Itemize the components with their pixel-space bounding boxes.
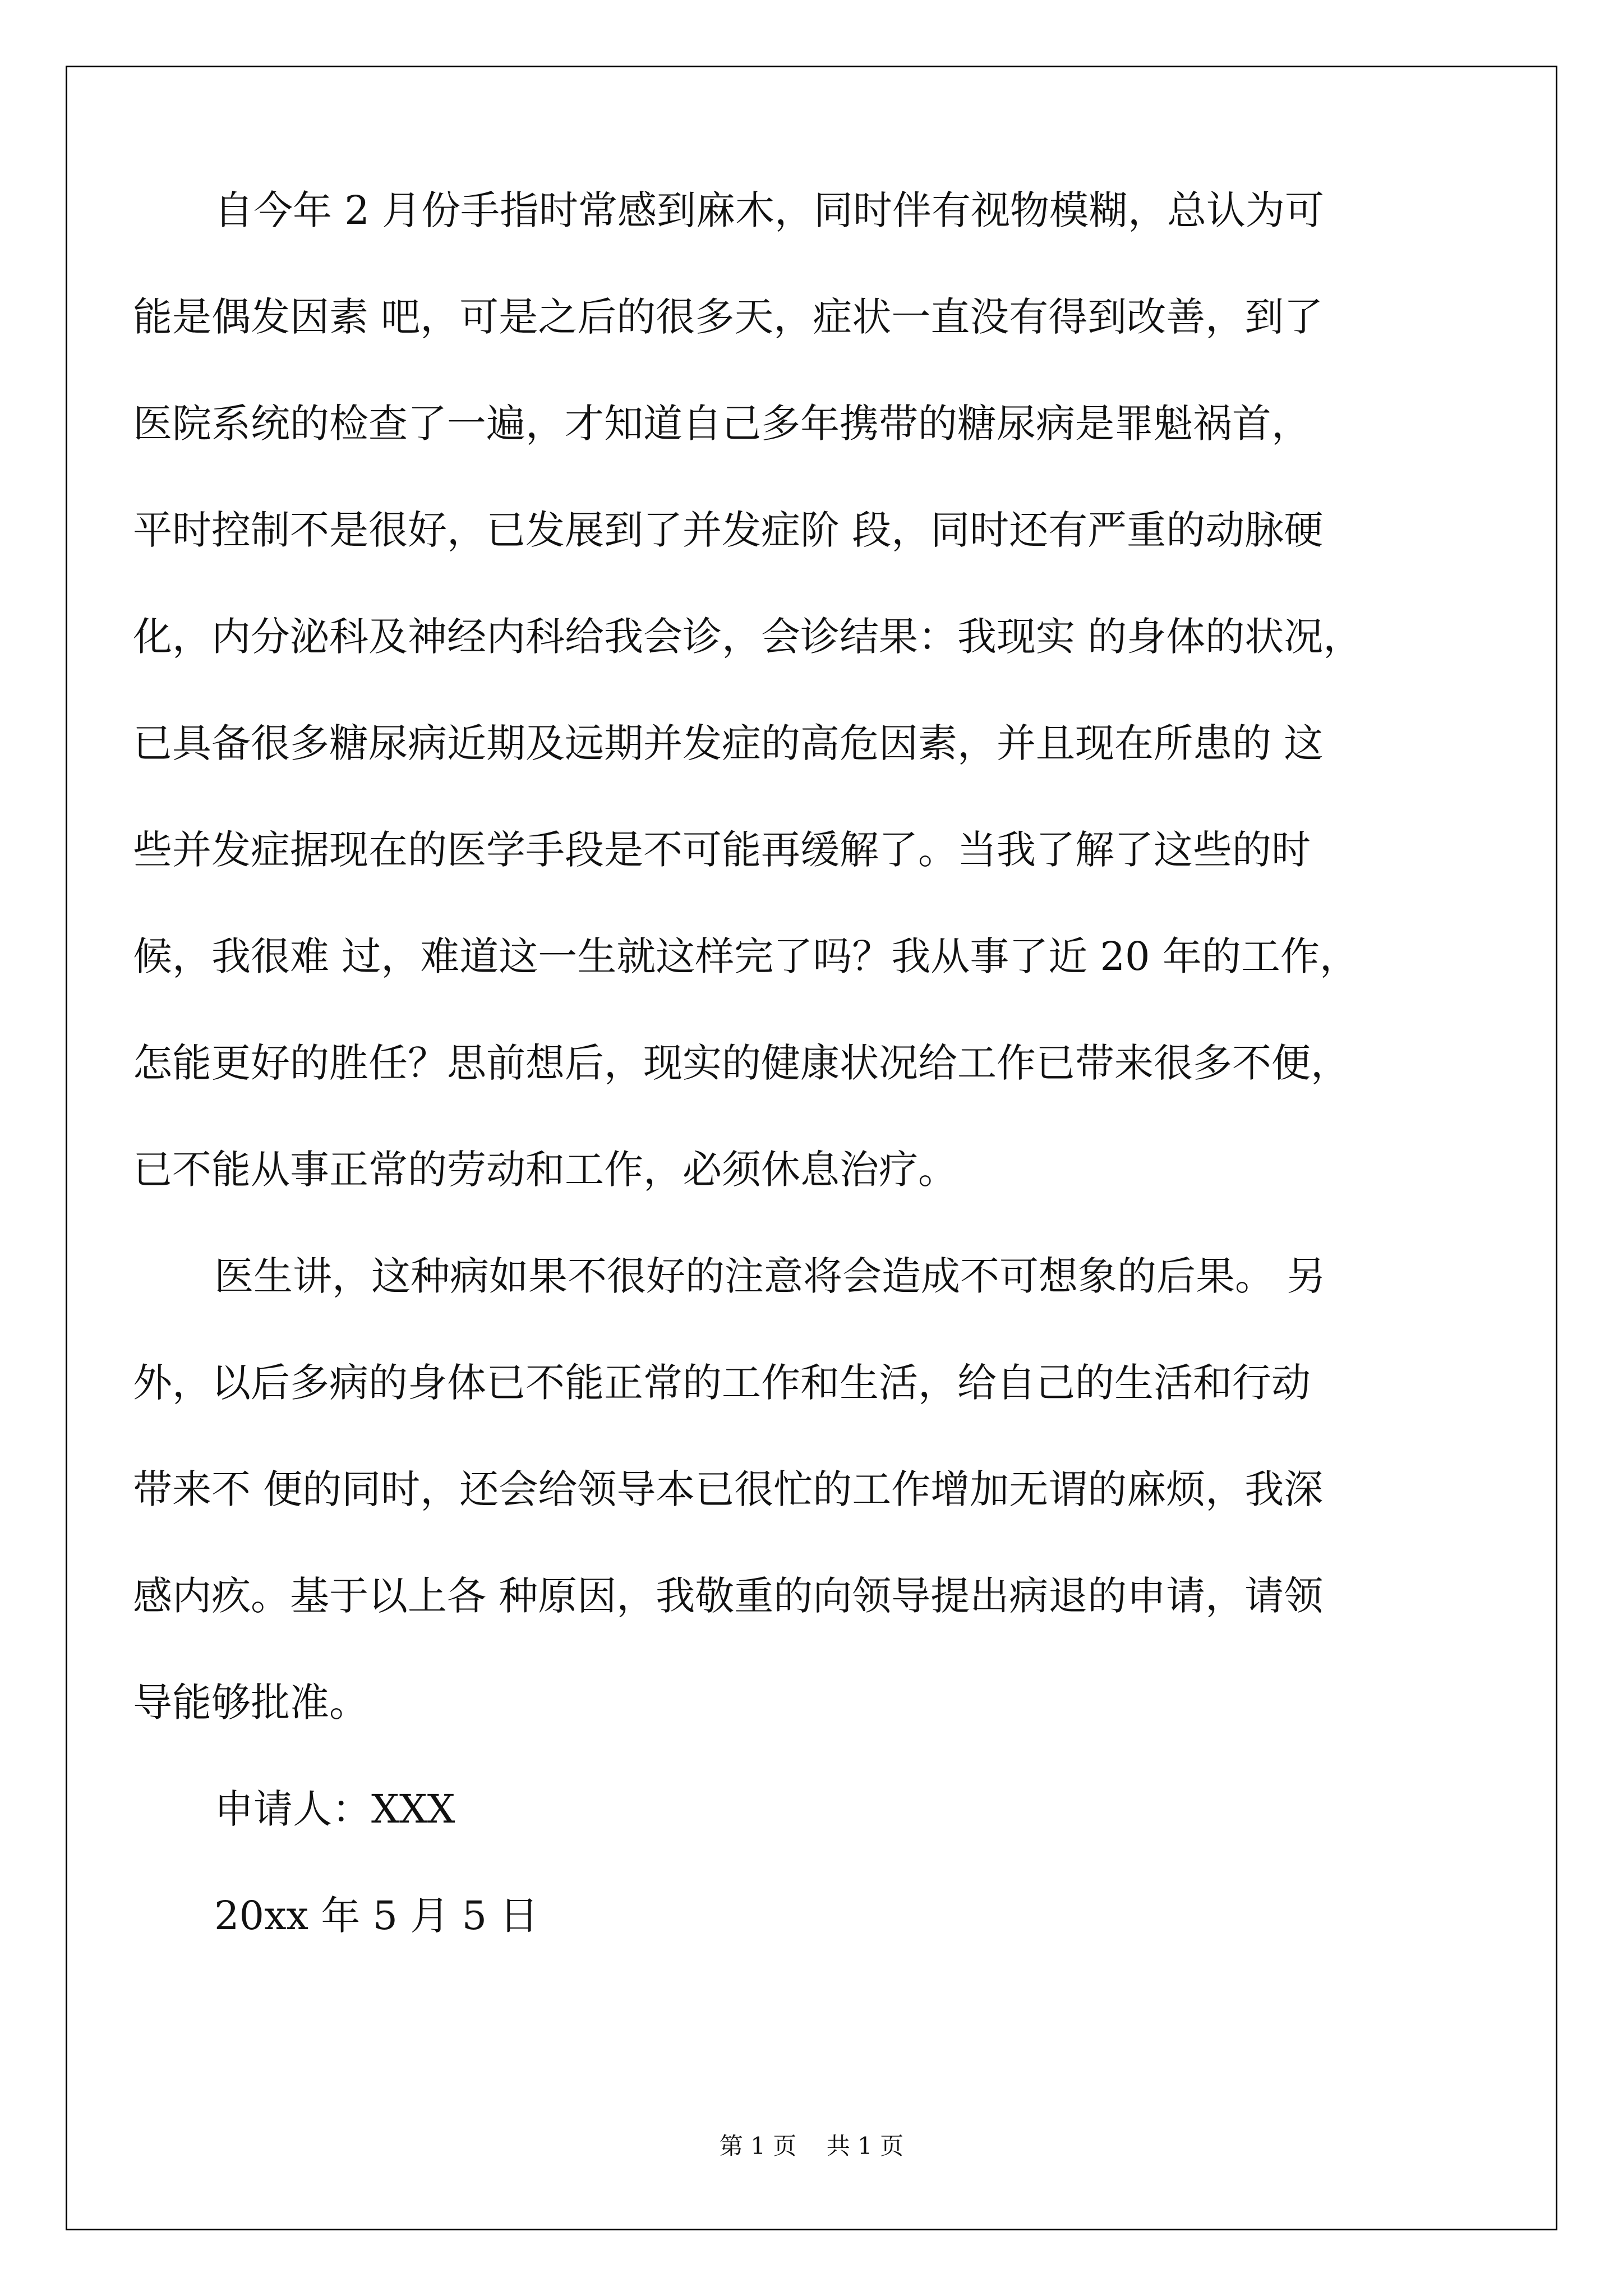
text-line: 化，内分泌科及神经内科给我会诊，会诊结果：我现实 的身体的状况， (133, 614, 1363, 660)
text-line: 医院系统的检查了一遍，才知道自己多年携带的糖尿病是罪魁祸首， (133, 401, 1311, 447)
page-number-footer: 第 1 页 共 1 页 (719, 2132, 904, 2160)
text-line: 平时控制不是很好，已发展到了并发症阶 段，同时还有严重的动脉硬 (133, 507, 1324, 553)
text-line: 导能够批准。 (133, 1680, 368, 1726)
text-line: 医生讲，这种病如果不很好的注意将会造成不可想象的后果。 另 (214, 1253, 1326, 1299)
applicant-signature: 申请人：XXX (214, 1786, 455, 1832)
document-body (133, 187, 1479, 2003)
text-line: 已不能从事正常的劳动和工作，必须休息治疗。 (133, 1147, 957, 1193)
text-line: 自今年 2 月份手指时常感到麻木，同时伴有视物模糊，总认为可 (214, 187, 1325, 233)
text-line: 些并发症据现在的医学手段是不可能再缓解了。当我了解了这些的时 (133, 827, 1311, 873)
paragraph-1 (133, 187, 1479, 1257)
text-line: 感内疚。基于以上各 种原因，我敬重的向领导提出病退的申请，请领 (133, 1573, 1324, 1619)
text-line: 能是偶发因素 吧，可是之后的很多天，症状一直没有得到改善，到了 (133, 294, 1324, 340)
text-line: 已具备很多糖尿病近期及远期并发症的高危因素，并且现在所患的 这 (133, 720, 1324, 766)
application-date: 20xx 年 5 月 5 日 (214, 1893, 539, 1939)
text-line: 怎能更好的胜任？思前想后，现实的健康状况给工作已带来很多不便， (133, 1040, 1350, 1086)
paragraph-2 (133, 1253, 1479, 1789)
text-line: 外，以后多病的身体已不能正常的工作和生活，给自己的生活和行动 (133, 1360, 1311, 1406)
text-line: 带来不 便的同时，还会给领导本已很忙的工作增加无谓的麻烦，我深 (133, 1466, 1324, 1512)
text-line: 候，我很难 过，难道这一生就这样完了吗？我从事了近 20 年的工作， (133, 933, 1359, 979)
